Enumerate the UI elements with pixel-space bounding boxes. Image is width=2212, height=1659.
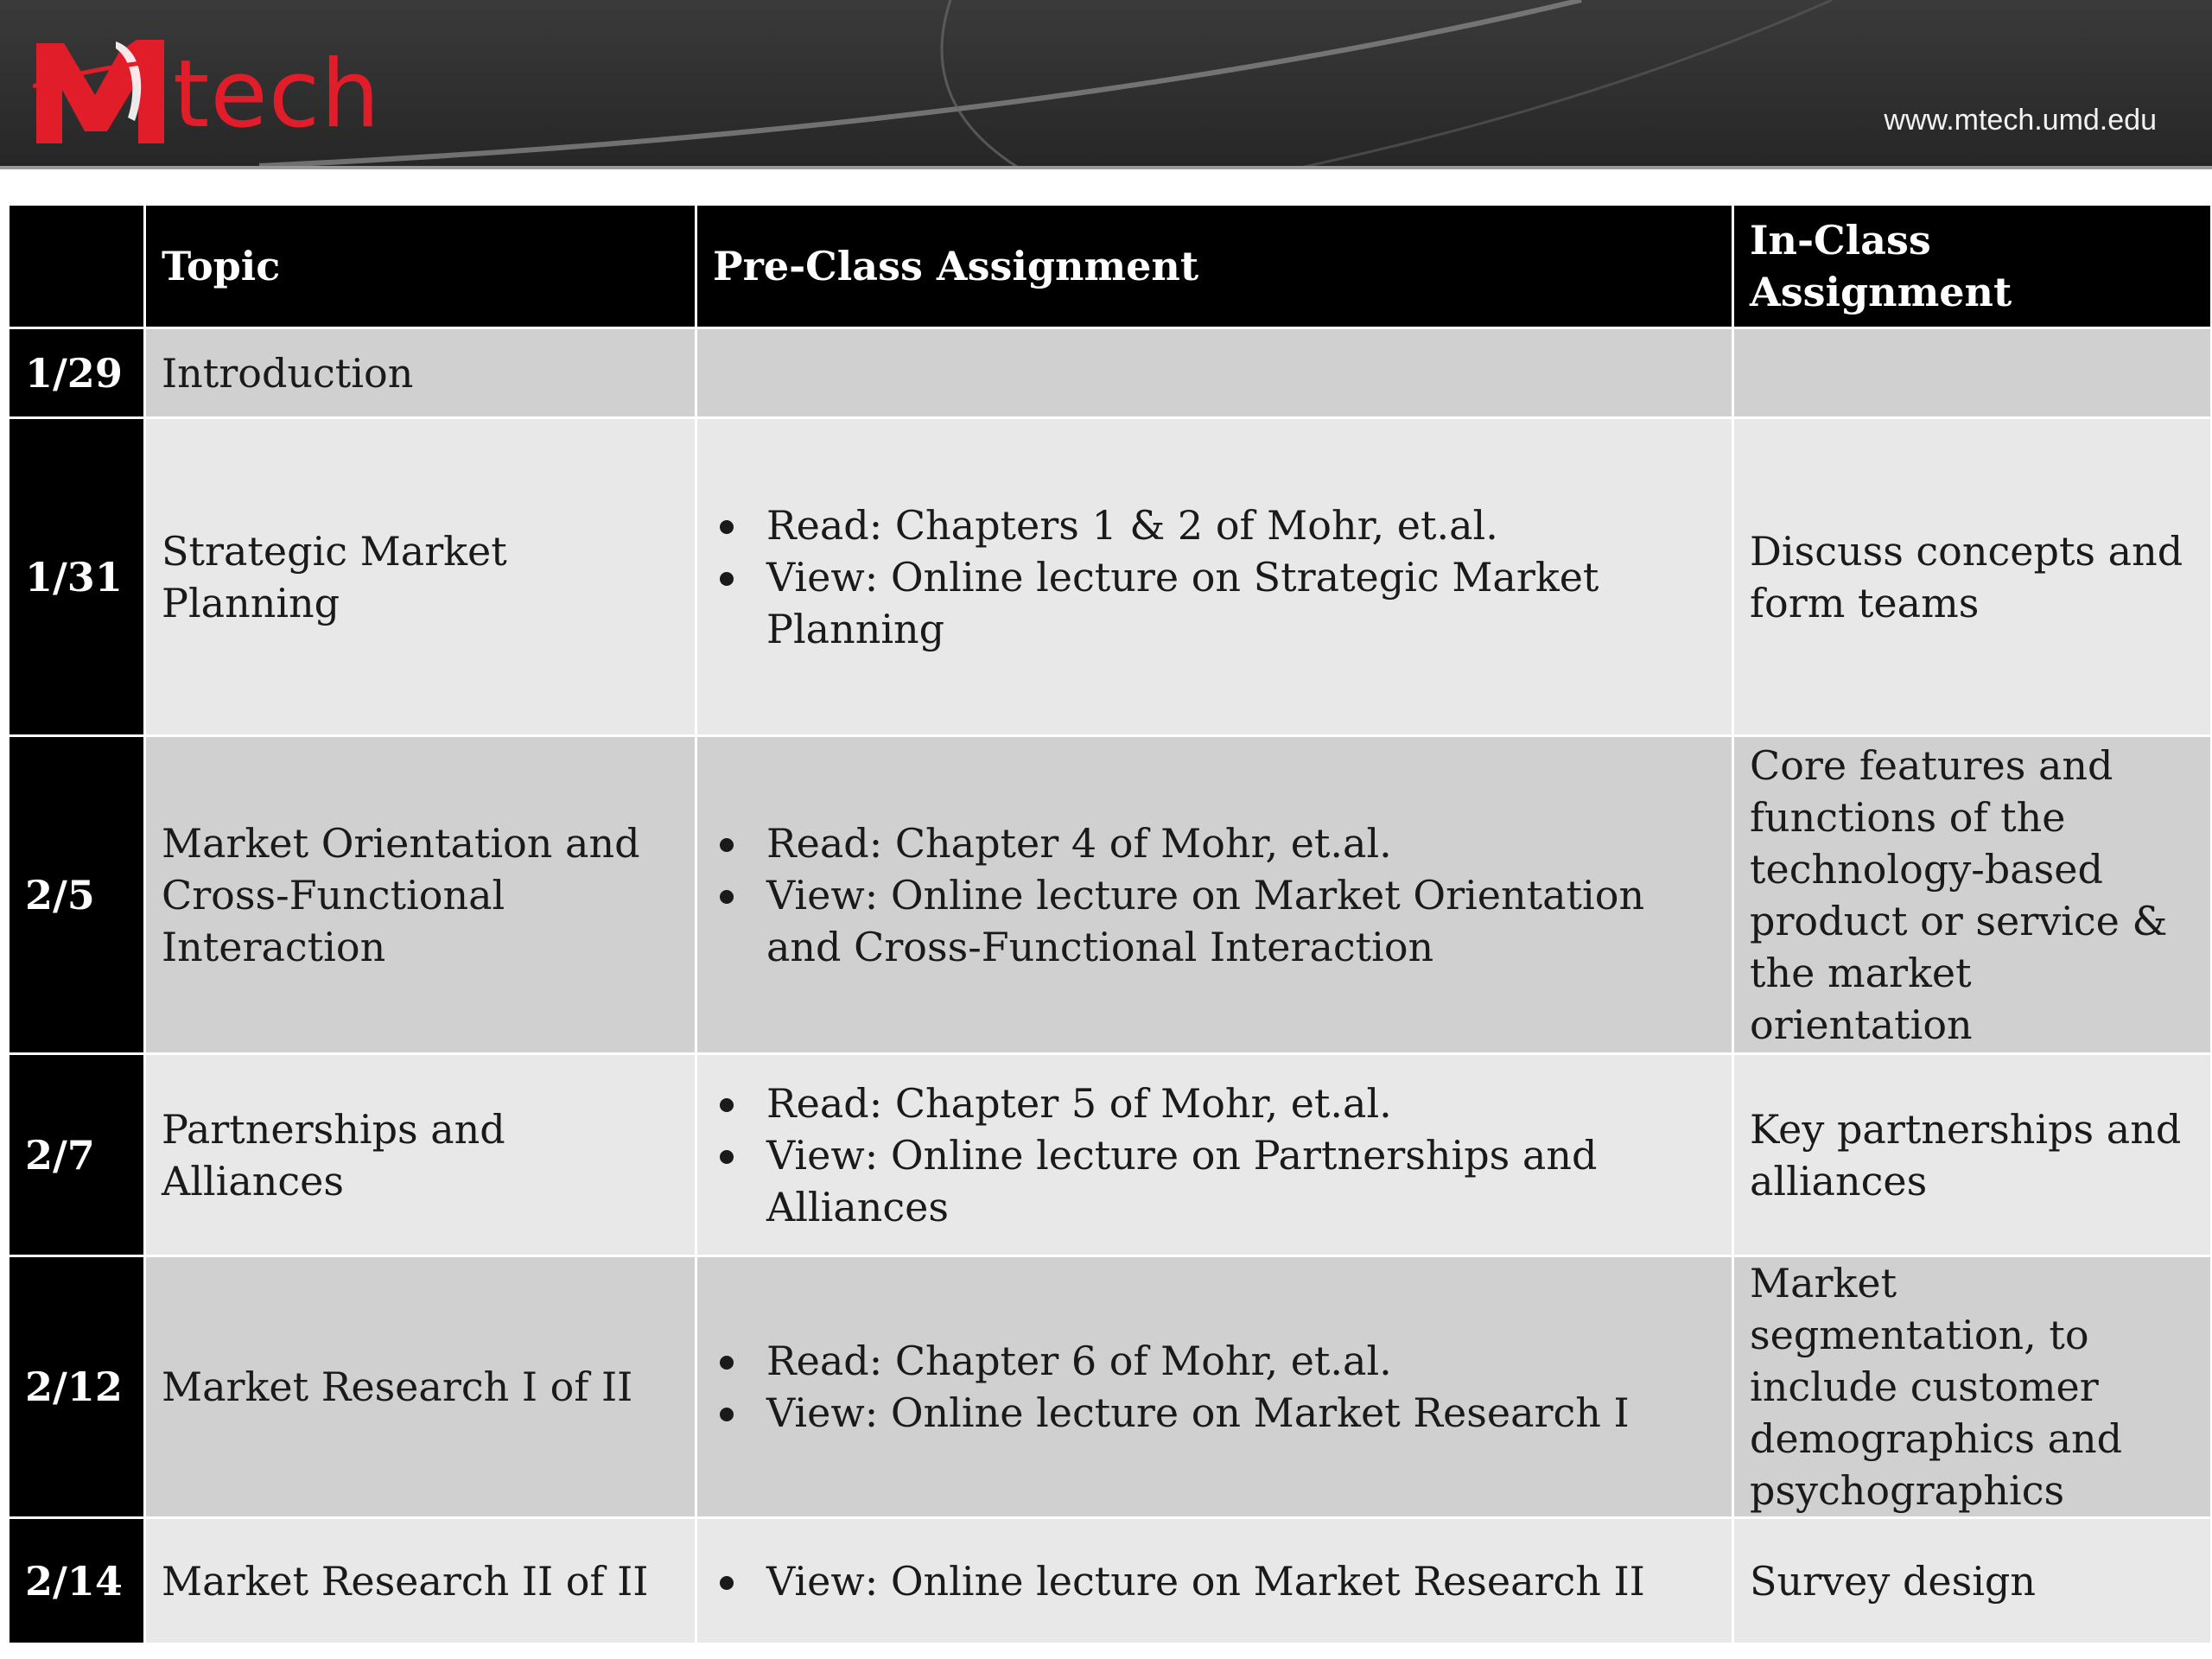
list-item: Read: Chapters 1 & 2 of Mohr, et.al. xyxy=(766,499,1716,551)
topic-cell: Strategic Market Planning xyxy=(145,418,696,736)
pre-class-cell xyxy=(696,418,1733,736)
table-row xyxy=(9,1256,2212,1518)
pre-class-list xyxy=(713,817,1716,973)
table-row xyxy=(9,328,2212,418)
topic-cell: Partnerships and Alliances xyxy=(145,1054,696,1256)
in-class-cell: Market segmentation, to include customer demographics and psychographics xyxy=(1733,1256,2212,1518)
pre-class-cell xyxy=(696,1256,1733,1518)
header-cell-topic: Topic xyxy=(145,205,696,328)
date-cell: 2/7 xyxy=(9,1054,145,1256)
topic-cell: Introduction xyxy=(145,328,696,418)
table-row xyxy=(9,1054,2212,1256)
topic-cell: Market Research II of II xyxy=(145,1518,696,1644)
in-class-cell: Survey design xyxy=(1733,1518,2212,1644)
date-cell: 2/5 xyxy=(9,736,145,1054)
list-item: Read: Chapter 4 of Mohr, et.al. xyxy=(766,817,1716,869)
pre-class-list xyxy=(713,1335,1716,1439)
course-schedule-table xyxy=(7,203,2212,1645)
in-class-cell: Discuss concepts and form teams xyxy=(1733,418,2212,736)
header-cell-date xyxy=(9,205,145,328)
topic-cell: Market Research I of II xyxy=(145,1256,696,1518)
list-item: Read: Chapter 6 of Mohr, et.al. xyxy=(766,1335,1716,1387)
banner-divider xyxy=(0,166,2212,169)
table-header-row xyxy=(9,205,2212,328)
pre-class-list xyxy=(713,1555,1716,1607)
pre-class-cell xyxy=(696,1518,1733,1644)
date-cell: 2/14 xyxy=(9,1518,145,1644)
topic-cell: Market Orientation and Cross-Functional Interaction xyxy=(145,736,696,1054)
list-item: View: Online lecture on Strategic Market Planning xyxy=(766,551,1716,655)
date-cell: 2/12 xyxy=(9,1256,145,1518)
header-cell-pre-class: Pre-Class Assignment xyxy=(696,205,1733,328)
in-class-cell: Core features and functions of the technology-based product or service & the market orientation xyxy=(1733,736,2212,1054)
mtech-logo xyxy=(33,35,381,147)
date-cell: 1/31 xyxy=(9,418,145,736)
list-item: View: Online lecture on Market Orientation and Cross-Functional Interaction xyxy=(766,869,1716,973)
table-row xyxy=(9,736,2212,1054)
header-banner xyxy=(0,0,2212,168)
list-item: View: Online lecture on Market Research I xyxy=(766,1387,1716,1439)
in-class-cell: Key partnerships and alliances xyxy=(1733,1054,2212,1256)
header-cell-in-class: In-Class Assignment xyxy=(1733,205,2212,328)
list-item: View: Online lecture on Partnerships and Alliances xyxy=(766,1129,1716,1233)
date-cell: 1/29 xyxy=(9,328,145,418)
website-url: www.mtech.umd.edu xyxy=(1884,104,2157,137)
pre-class-list xyxy=(713,499,1716,655)
pre-class-cell xyxy=(696,736,1733,1054)
table-row xyxy=(9,418,2212,736)
table-row xyxy=(9,1518,2212,1644)
pre-class-list xyxy=(713,1077,1716,1233)
pre-class-cell xyxy=(696,1054,1733,1256)
list-item: View: Online lecture on Market Research II xyxy=(766,1555,1716,1607)
mtech-m-logo-icon xyxy=(33,35,171,147)
pre-class-cell xyxy=(696,328,1733,418)
in-class-cell xyxy=(1733,328,2212,418)
logo-text: tech xyxy=(173,41,381,149)
list-item: Read: Chapter 5 of Mohr, et.al. xyxy=(766,1077,1716,1129)
